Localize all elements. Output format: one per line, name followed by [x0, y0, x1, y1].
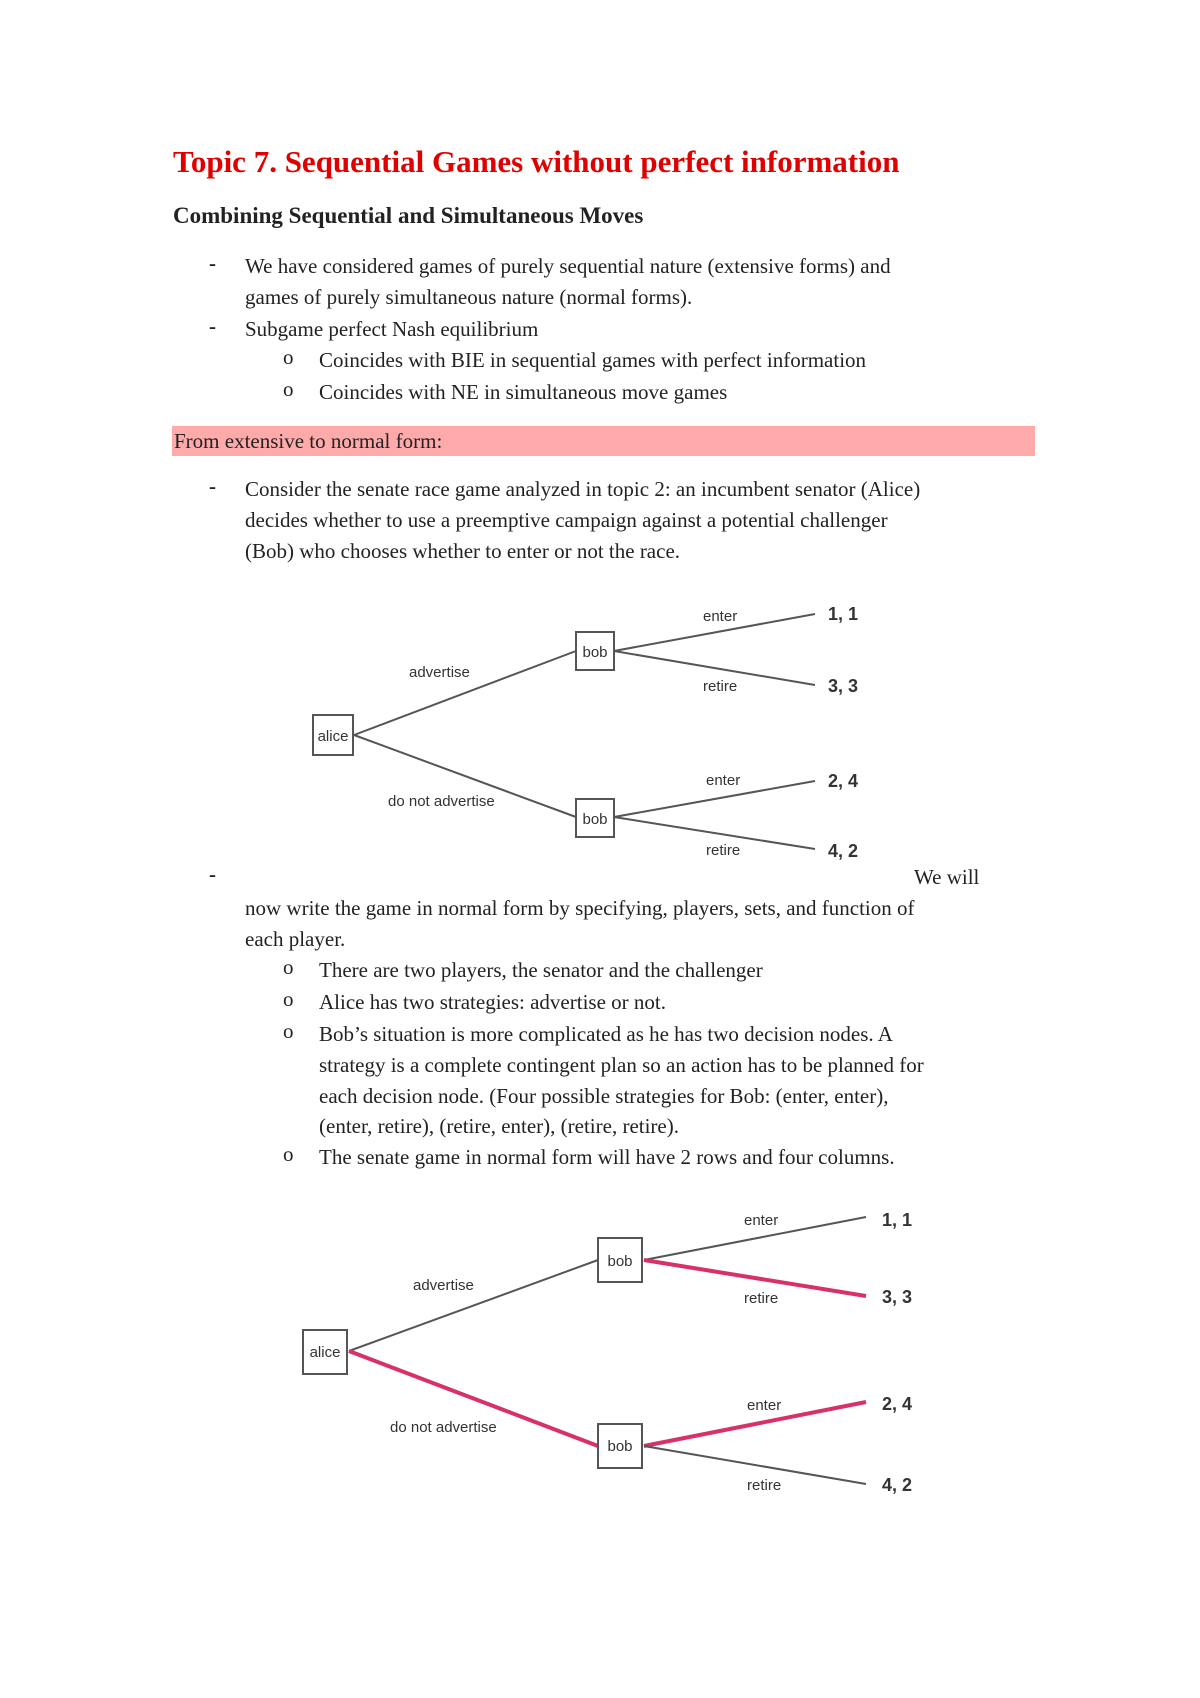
- nf-subpoint-3-line-1: Bob’s situation is more complicated as he has two decision nodes. A: [319, 1022, 893, 1046]
- bob-label-lower: bob: [607, 1438, 633, 1455]
- bullet-circle: o: [283, 1142, 294, 1166]
- bob-label-upper: bob: [607, 1253, 633, 1270]
- do-not-advertise-label: do not advertise: [388, 793, 495, 810]
- edge-advertise: [349, 1260, 598, 1351]
- bullet-circle: o: [283, 955, 294, 979]
- bob-label-upper: bob: [582, 644, 608, 661]
- payoff-3: 2, 4: [882, 1394, 913, 1414]
- do-not-advertise-label: do not advertise: [390, 1419, 497, 1436]
- bullet-circle: o: [283, 1019, 294, 1043]
- bullet-circle: o: [283, 377, 294, 401]
- payoff-2: 3, 3: [882, 1287, 913, 1307]
- nf-subpoint-3-line-3: each decision node. (Four possible strategies for Bob: (enter, enter),: [319, 1084, 889, 1108]
- senate-bullet-line-3: (Bob) who chooses whether to enter or not the race.: [245, 539, 681, 563]
- payoff-2: 3, 3: [828, 676, 859, 696]
- intro-bullet-1-line-1: We have considered games of purely sequential nature (extensive forms) and: [245, 254, 891, 278]
- payoff-1: 1, 1: [882, 1210, 913, 1230]
- game-tree-1: [313, 604, 858, 861]
- retire-label-lower: retire: [747, 1477, 782, 1494]
- bullet-dash: -: [209, 314, 216, 338]
- spne-subpoint-2: Coincides with NE in simultaneous move games: [319, 380, 728, 404]
- nf-subpoint-3-line-4: (enter, retire), (retire, enter), (retire, retire).: [319, 1114, 679, 1138]
- alice-label: alice: [317, 728, 349, 745]
- bullet-dash: -: [209, 474, 216, 498]
- game-tree-2: [303, 1210, 912, 1495]
- retire-label-upper: retire: [703, 678, 738, 695]
- advertise-label: advertise: [413, 1277, 474, 1294]
- senate-bullet-line-2: decides whether to use a preemptive campaign against a potential challenger: [245, 508, 888, 532]
- normal-form-bullet-line-2: now write the game in normal form by specifying, players, sets, and function of: [245, 896, 915, 920]
- normal-form-bullet-line-3: each player.: [245, 927, 346, 951]
- nf-subpoint-1: There are two players, the senator and the challenger: [319, 958, 763, 982]
- bob-label-lower: bob: [582, 811, 608, 828]
- bullet-dash: -: [209, 251, 216, 275]
- intro-bullet-1-line-2: games of purely simultaneous nature (normal forms).: [245, 285, 693, 309]
- enter-label-upper: enter: [744, 1212, 779, 1229]
- intro-bullet-2: Subgame perfect Nash equilibrium: [245, 317, 539, 341]
- section-heading: Combining Sequential and Simultaneous Moves: [173, 203, 644, 228]
- retire-label-upper: retire: [744, 1290, 779, 1307]
- payoff-4: 4, 2: [882, 1475, 913, 1495]
- nf-subpoint-3-line-2: strategy is a complete contingent plan so an action has to be planned for: [319, 1053, 924, 1077]
- highlight-heading: From extensive to normal form:: [174, 429, 443, 453]
- senate-bullet-line-1: Consider the senate race game analyzed in topic 2: an incumbent senator (Alice): [245, 477, 921, 501]
- bullet-dash: -: [209, 862, 216, 886]
- spne-subpoint-1: Coincides with BIE in sequential games with perfect information: [319, 348, 867, 372]
- alice-label: alice: [309, 1344, 341, 1361]
- payoff-1: 1, 1: [828, 604, 859, 624]
- nf-subpoint-2: Alice has two strategies: advertise or not.: [319, 990, 666, 1014]
- enter-label-lower: enter: [706, 772, 741, 789]
- normal-form-bullet-line-1: We will: [914, 865, 980, 889]
- payoff-3: 2, 4: [828, 771, 859, 791]
- bullet-circle: o: [283, 987, 294, 1011]
- page-title: Topic 7. Sequential Games without perfect information: [173, 144, 900, 179]
- payoff-4: 4, 2: [828, 841, 859, 861]
- enter-label-lower: enter: [747, 1397, 782, 1414]
- bullet-circle: o: [283, 345, 294, 369]
- advertise-label: advertise: [409, 664, 470, 681]
- retire-label-lower: retire: [706, 842, 741, 859]
- nf-subpoint-4: The senate game in normal form will have 2 rows and four columns.: [319, 1145, 895, 1169]
- enter-label-upper: enter: [703, 608, 738, 625]
